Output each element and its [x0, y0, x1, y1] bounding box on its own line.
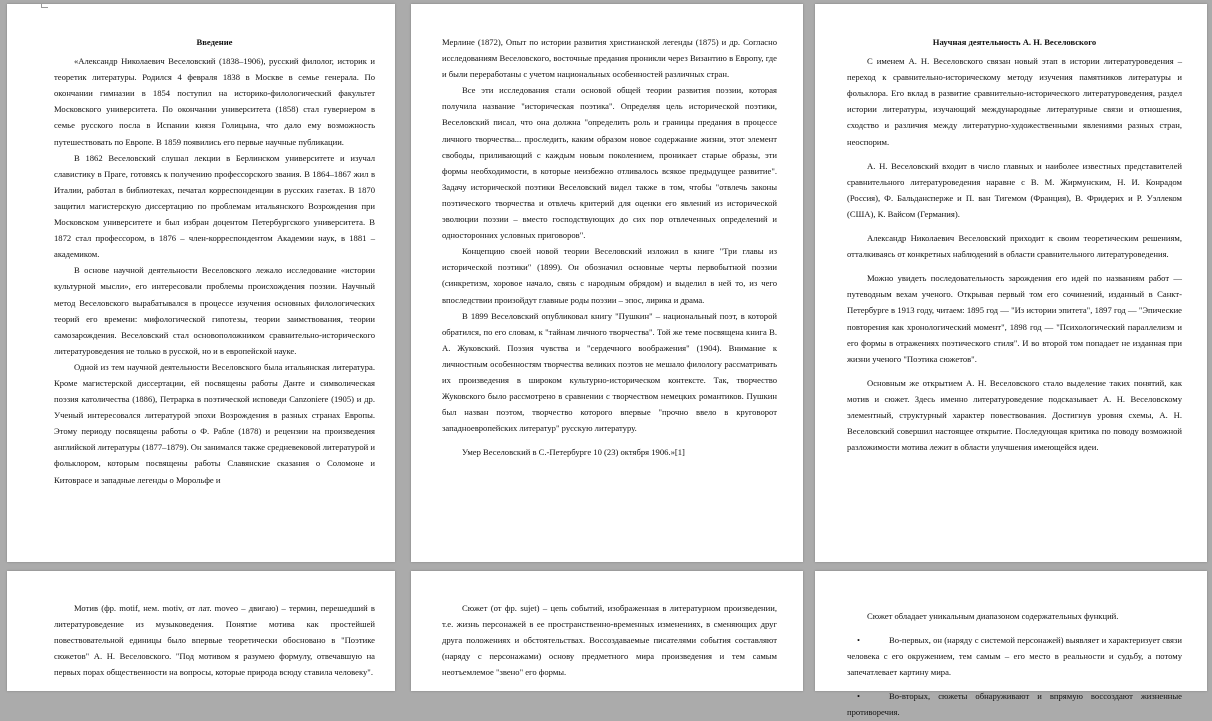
document-page-1[interactable]: [7, 4, 395, 562]
page-5-content[interactable]: [442, 600, 777, 680]
document-page-6[interactable]: [815, 571, 1207, 718]
paragraph-motif-definition: Мотив (фр. motif, нем. motiv, от лат. moveo – двигаю) – термин, перешедший в литературоведение из музыковедения. Понятие мотива как простейшей повествовательной единицы было впервые теоретически обосновано в "Поэтике сюжетов" А. Н. Веселовского. "Под мотивом я разумею формулу, отвечавшую на первых порах общественности на вопросы, которые природа всюду ставила человеку".: [54, 603, 375, 678]
page-2-content[interactable]: [442, 34, 777, 460]
paragraph: Александр Николаевич Веселовский приходит к своим теоретическим решениям, отталкиваясь от конкретных наблюдений в области сравнительного литературоведения.: [847, 233, 1182, 260]
document-page-5[interactable]: [411, 571, 803, 691]
heading-scientific-activity: Научная деятельность А. Н. Веселовского: [932, 37, 1097, 47]
paragraph: Все эти исследования стали основой общей теории развития поэзии, которая получила название "историческая поэтика". Определяя цель исторической поэтики, Веселовский писал, что она должна "определить роль и границы предания в процессе личного творчества... проследить, каким образом новое содержание жизни, этот элемент свободы, приливающий с каждым новым поколением, проникает старые образы, эти формы необходимости, в которые неизбежно отливалось всякое предыдущее развитие". Задачу исторической поэтики Веселовский видел также в том, чтобы "отвлечь законы поэтического творчества и отвлечь критерий для оценки его явлений из исторической эволюции поэзии – вместо господствующих до сих пор отвлеченных определений и односторонних условных приговоров".: [442, 85, 777, 241]
paragraph: Одной из тем научной деятельности Веселовского была итальянская литература. Кроме магистерской диссертации, ей посвящены работы Данте и символическая поэзия католичества (1886), Петрарка в поэтической исповеди Canzoniere (1905) и др. Ученый интересовался литературой эпохи Возрождения в разных странах Европы. Этому периоду посвящены работы о Ф. Рабле (1878) и рецензии на произведения английской литературы (1877–1879). Он занимался также средневековой литературой и фольклором, которым посвящены работы Славянские сказания о Соломоне и Китоврасе и западные легенды о Морольфе и: [54, 361, 375, 485]
paragraph: Концепцию своей новой теории Веселовский изложил в книге "Три главы из исторической поэтики" (1899). Он обозначил основные черты первобытной поэзии (синкретизм, хоровое начало, связь с народным обрядом) и выделил в ней то, из чего впоследствии произойдут главные роды поэзии – эпос, лирика и драма.: [442, 246, 777, 305]
paragraph: В 1862 Веселовский слушал лекции в Берлинском университете и изучал славистику в Праге, готовясь к получению профессорского звания. В 1864–1867 жил в Италии, работал в библиотеках, печатал корреспонденции в русских газетах. В 1870 защитил магистерскую диссертацию по проблемам итальянского Возрождения при Московском университете и был избран доцентом Петербургского университета. В 1872 стал профессором, в 1876 – член-корреспондентом Академии наук, в 1881 – академиком.: [54, 152, 375, 260]
paragraph: «Александр Николаевич Веселовский (1838–1906), русский филолог, историк и теоретик литературы. Родился 4 февраля 1838 в Москве в семье генерала. По окончании гимназии в 1854 поступил на историко-филологический факультет Московского университета. По окончании университета (1858) стал гувернером в семье русского посла в Испании князя Голицына, что дало ему возможность путешествовать по Европе. В 1859 появились его первые научные публикации.: [54, 56, 375, 147]
bullet-symbol: •: [857, 635, 861, 646]
bullet-item: [847, 632, 1182, 680]
document-page-2[interactable]: [411, 4, 803, 562]
bullet-item: [847, 688, 1182, 720]
paragraph: Сюжет обладает уникальным диапазоном содержательных функций.: [867, 611, 1119, 621]
heading-introduction: Введение: [196, 37, 233, 47]
paragraph: С именем А. Н. Веселовского связан новый этап в истории литературоведения – переход к сравнительно-историческому методу изучения памятников литературы и фольклора. Его вклад в развитие сравнительно-исторического литературоведения, раздел истории литературы, изучающий международные литературные связи и отношения, сходство и различия между литературно-художественными явлениями разных стран, неоспорим.: [847, 56, 1182, 147]
paragraph-plot-definition: Сюжет (от фр. sujet) – цепь событий, изображенная в литературном произведении, т.е. жизнь персонажей в ее пространственно-временных изменениях, в сменяющих друг друга положениях и обстоятельствах. Воссоздаваемые писателями события составляют (наряду с персонажами) основу предметного мира произведения и тем самым неотъемлемое "звено" его формы.: [442, 603, 777, 678]
paragraph-footnote-reference: Умер Веселовский в С.-Петербурге 10 (23) октября 1906.»[1]: [462, 447, 685, 458]
paragraph: Мерлине (1872), Опыт по истории развития христианской легенды (1875) и др. Согласно исследованиям Веселовского, восточные предания проникли через Византию в Европу, где и были переработаны с учетом национальных особенностей различных стран.: [442, 37, 777, 80]
bullet-text: Во-вторых, сюжеты обнаруживают и впрямую воссоздают жизненные противоречия.: [847, 691, 1182, 718]
page-1-content[interactable]: [54, 34, 375, 488]
page-6-content[interactable]: [847, 600, 1182, 721]
paragraph: Основным же открытием А. Н. Веселовского стало выделение таких понятий, как мотив и сюжет. Здесь именно литературоведение подсказывает А. Н. Веселовскому элементный, структурный характер повествования. Достигнув уровня схемы, А. Н. Веселовский совершил настоящее открытие. Последующая критика по поводу возможной разложимости мотива лежит в области улучшения имеющейся идеи.: [847, 377, 1182, 453]
page-3-content[interactable]: [847, 34, 1182, 455]
bullet-text: Во-первых, он (наряду с системой персонажей) выявляет и характеризует связи человека с его окружением, тем самым – его место в реальности и судьбу, а потому запечатлевает картину мира.: [847, 635, 1182, 678]
paragraph: В 1899 Веселовский опубликовал книгу "Пушкин" – национальный поэт, в которой обратился, по его словам, к "тайнам личного творчества". Той же теме посвящена книга В. А. Жуковский. Поэзия чувства и "сердечного воображения" (1904). Внимание к личностным особенностям творчества великих поэтов не мешало филологу рассматривать их произведения в широком культурно-историческом контексте. Так, творчество Жуковского было рассмотрено в сравнении с творчеством немецких романтиков. Пушкин был назван поэтом, творчество которого впервые "прочно ввело в круговорот западноевропейских литератур" русскую литературу.: [442, 310, 777, 434]
paragraph: А. Н. Веселовский входит в число главных и наиболее известных представителей сравнительного литературоведения наравне с В. М. Жирмунским, Н. И. Конрадом (Россия), Ф. Бальдансперже и П. ван Тигемом (Франция), В. Фридерих и Р. Уэллеком (США), К. Вайсом (Германия).: [847, 160, 1182, 219]
bullet-symbol: •: [857, 691, 861, 702]
paragraph: Можно увидеть последовательность зарождения его идей по названиям работ — путеводным вехам ученого. Открывая первый том его сочинений, изданный в Санкт-Петербурге в 1913 году, читаем: 1895 год — "Из истории эпитета", 1897 год — "Эпические повторения как хронологический момент", 1898 год — "Психологический параллелизм и его формы в отражениях поэтического стиля". И во второй том попадает не изданная при жизни ученого "Поэтика сюжетов".: [847, 273, 1182, 364]
page-4-content[interactable]: [54, 600, 375, 680]
page-corner-marker: [41, 4, 48, 8]
document-page-4[interactable]: [7, 571, 395, 691]
paragraph: В основе научной деятельности Веселовского лежало исследование «истории культурной мысли», его интересовали проблемы происхождения поэзии. Научный метод Веселовского вырабатывался в процессе изучения основных филологических теорий его времени: мифологической гипотезы, теории заимствования, теории самозарождения. Веселовский стал основоположником сравнительно-исторического литературоведения не только в русской, но и в европейской науке.: [54, 265, 375, 356]
document-page-3[interactable]: [815, 4, 1207, 562]
